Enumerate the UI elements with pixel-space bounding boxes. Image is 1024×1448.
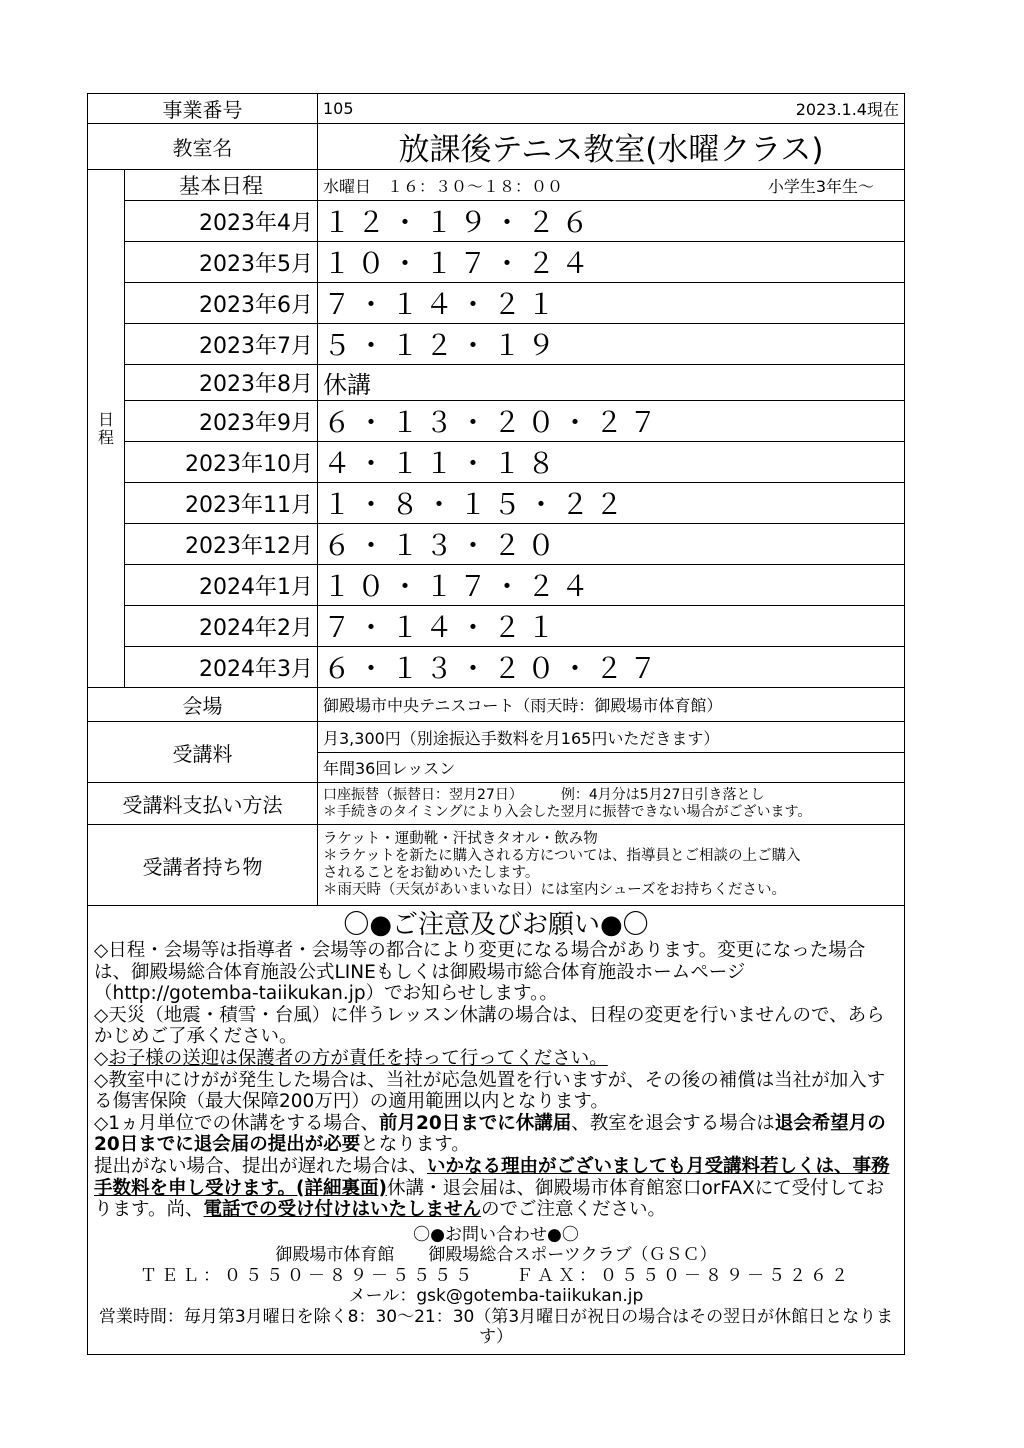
note-disaster: ◇天災（地震・積雪・台風）に伴うレッスン休講の場合は、日程の変更を行いませんので、あらかじめご了承ください。 [94, 1004, 885, 1048]
jigyo-number: 105 [323, 99, 354, 118]
notes-heading: 〇●ご注意及びお願い●〇 [343, 910, 649, 940]
belongings-note-racket-2: されることをお勧めいたします。 [323, 865, 540, 881]
basic-time: 水曜日 １６：３０～１８：００ [323, 176, 564, 196]
kyoshitsu-label: 教室名 [88, 124, 318, 170]
belongings-note-racket-1: ＊ラケットを新たに購入される方については、指導員とご相談の上ご購入 [323, 848, 801, 864]
month-label: 2023年10月 [125, 442, 318, 483]
payment-label: 受講料支払い方法 [88, 783, 318, 825]
note-schedule-change: ◇日程・会場等は指導者・会場等の都合により変更になる場合があります。変更になった場合は、御殿場総合体育施設公式LINEもしくは御殿場市総合体育施設ホームページ（http://gotemba-taiikukan.jp）でお知らせします。。 [94, 940, 866, 1005]
schedule-side-label: 日 程 [88, 170, 125, 688]
belongings-details [318, 825, 905, 906]
jigyo-label: 事業番号 [88, 94, 318, 124]
jigyo-cell [318, 94, 905, 124]
target-grade: 小学生3年生～ [767, 176, 874, 196]
fee-label: 受講料 [88, 722, 318, 783]
month-label: 2023年6月 [125, 283, 318, 324]
note-absence: ◇1ヵ月単位での休講をする場合、前月20日までに休講届、教室を退会する場合は退会希望月の20日までに退会届の提出が必要となります。 [94, 1112, 886, 1156]
month-label: 2024年2月 [125, 606, 318, 647]
note-pickup: ◇お子様の送迎は保護者の方が責任を持って行ってください。 [94, 1047, 608, 1069]
month-dates: ４・１１・１８ [318, 442, 905, 483]
month-dates: ６・１３・２０・２７ [318, 647, 905, 688]
month-dates: ７・１４・２１ [318, 606, 905, 647]
month-dates: １０・１７・２４ [318, 565, 905, 606]
basic-schedule-cell [318, 170, 905, 201]
month-dates: ６・１３・２０・２７ [318, 401, 905, 442]
venue-label: 会場 [88, 688, 318, 722]
note-injury: ◇教室中にけがが発生した場合は、当社が応急処置を行いますが、その後の補償は当社が加入する傷害保険（最大保障200万円）の適用範囲以内となります。 [94, 1069, 886, 1113]
venue-value: 御殿場市中央テニスコート（雨天時：御殿場市体育館） [318, 688, 905, 722]
month-dates: １・８・１５・２２ [318, 483, 905, 524]
contact-block [94, 1225, 898, 1348]
class-info-table [87, 93, 905, 1355]
payment-example: 例：4月分は5月27日引き落とし [560, 786, 765, 803]
belongings-note-rain: ＊雨天時（天気があいまいな日）には室内シューズをお持ちください。 [323, 882, 786, 898]
belongings-items: ラケット・運動靴・汗拭きタオル・飲み物 [323, 831, 598, 847]
contact-fax: ＦＡＸ：０５５０－８９－５２６２ [516, 1265, 852, 1286]
month-label: 2023年12月 [125, 524, 318, 565]
month-dates: １０・１７・２４ [318, 242, 905, 283]
note-fees: 提出がない場合、提出が遅れた場合は、いかなる理由がございましても月受講料若しくは、事務手数料を申し受けます。(詳細裏面)休講・退会届は、御殿場市体育館窓口orFAXにて受付しております。尚、電話での受け付けはいたしませんのでご注意ください。 [94, 1155, 890, 1221]
contact-tel: ＴＥＬ：０５５０－８９－５５５５ [140, 1265, 476, 1286]
contact-phone-fax [94, 1266, 898, 1287]
month-label: 2023年8月 [125, 365, 318, 401]
application-sheet [87, 93, 904, 1355]
payment-transfer: 口座振替（振替日：翌月27日） [323, 786, 523, 803]
month-label: 2024年3月 [125, 647, 318, 688]
month-label: 2023年9月 [125, 401, 318, 442]
payment-details [318, 783, 905, 825]
month-dates: 休講 [318, 365, 905, 401]
payment-note: ＊手続きのタイミングにより入会した翌月に振替できない場合がございます。 [323, 803, 812, 820]
contact-hours: 営業時間：毎月第3月曜日を除く8：30～21：30（第3月曜日が祝日の場合はその翌日が休館日となります） [98, 1306, 894, 1348]
month-label: 2023年11月 [125, 483, 318, 524]
belongings-label: 受講者持ち物 [88, 825, 318, 906]
class-name: 放課後テニス教室(水曜クラス) [318, 124, 905, 170]
as-of-date: 2023.1.4現在 [795, 100, 899, 119]
contact-heading: 〇●お問い合わせ●〇 [413, 1224, 579, 1245]
contact-orgs: 御殿場市体育館 御殿場総合スポーツクラブ（ＧＳＣ） [275, 1245, 717, 1266]
month-label: 2023年7月 [125, 324, 318, 365]
fee-monthly: 月3,300円（別途振込手数料を月165円いただきます） [318, 722, 905, 753]
contact-mail: メール：gsk@gotemba-taiikukan.jp [348, 1286, 644, 1307]
month-dates: ６・１３・２０ [318, 524, 905, 565]
month-dates: １２・１９・２６ [318, 201, 905, 242]
month-dates: ７・１４・２１ [318, 283, 905, 324]
notes-section [88, 906, 905, 1355]
basic-schedule-label: 基本日程 [125, 170, 318, 201]
month-dates: ５・１２・１９ [318, 324, 905, 365]
month-label: 2023年4月 [125, 201, 318, 242]
month-label: 2024年1月 [125, 565, 318, 606]
fee-annual-lessons: 年間36回レッスン [318, 753, 905, 783]
month-label: 2023年5月 [125, 242, 318, 283]
